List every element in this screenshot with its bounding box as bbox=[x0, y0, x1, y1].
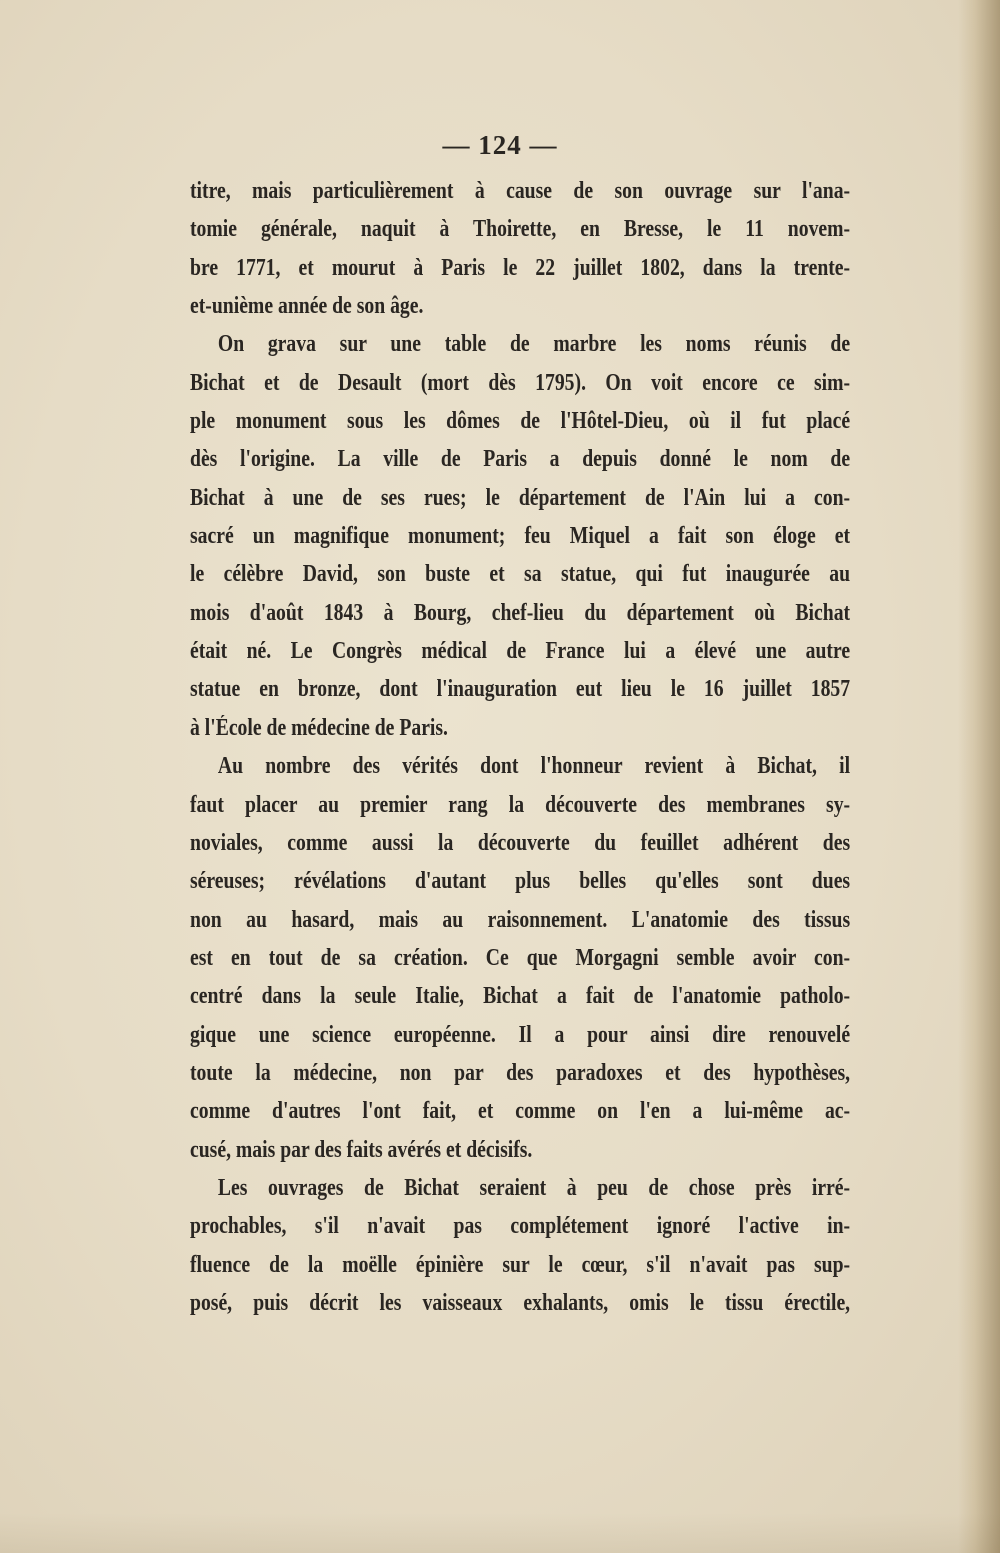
text-line: gique une science européenne. Il a pour ainsi dire renouvelé bbox=[190, 1021, 851, 1048]
text-line: toute la médecine, non par des paradoxes et des hypothèses, bbox=[190, 1059, 851, 1086]
text-line: à l'École de médecine de Paris. bbox=[190, 714, 448, 741]
text-line: tomie générale, naquit à Thoirette, en Bresse, le 11 novem- bbox=[190, 216, 851, 243]
text-line: statue en bronze, dont l'inauguration eut lieu le 16 juillet 1857 bbox=[190, 676, 851, 703]
text-line: mois d'août 1843 à Bourg, chef-lieu du département où Bichat bbox=[190, 599, 851, 626]
text-line: comme d'autres l'ont fait, et comme on l'en a lui-même ac- bbox=[190, 1098, 851, 1125]
text-line: Bichat à une de ses rues; le département de l'Ain lui a con- bbox=[190, 484, 851, 511]
text-line: centré dans la seule Italie, Bichat a fait de l'anatomie patholo- bbox=[190, 983, 851, 1010]
text-line: dès l'origine. La ville de Paris a depuis donné le nom de bbox=[190, 446, 851, 473]
text-line: On grava sur une table de marbre les noms réunis de bbox=[217, 331, 851, 358]
page-bottom-shade bbox=[0, 1513, 1000, 1553]
text-line: noviales, comme aussi la découverte du feuillet adhérent des bbox=[190, 829, 851, 856]
text-line: faut placer au premier rang la découverte des membranes sy- bbox=[190, 791, 851, 818]
text-line: Au nombre des vérités dont l'honneur revient à Bichat, il bbox=[217, 753, 851, 780]
text-line: posé, puis décrit les vaisseaux exhalants, omis le tissu érectile, bbox=[190, 1289, 851, 1316]
text-line: Bichat et de Desault (mort dès 1795). On voit encore ce sim- bbox=[190, 369, 851, 396]
text-line: séreuses; révélations d'autant plus belles qu'elles sont dues bbox=[190, 868, 851, 895]
text-line: le célèbre David, son buste et sa statue, qui fut inaugurée au bbox=[190, 561, 851, 588]
text-line: Les ouvrages de Bichat seraient à peu de chose près irré- bbox=[217, 1174, 851, 1201]
text-line: non au hasard, mais au raisonnement. L'anatomie des tissus bbox=[190, 906, 851, 933]
text-line: titre, mais particulièrement à cause de son ouvrage sur l'ana- bbox=[190, 178, 851, 204]
text-line: était né. Le Congrès médical de France lui a élevé une autre bbox=[190, 638, 851, 665]
text-line: prochables, s'il n'avait pas complétement ignoré l'active in- bbox=[190, 1213, 851, 1240]
text-line: est en tout de sa création. Ce que Morgagni semble avoir con- bbox=[190, 944, 851, 971]
body-text bbox=[190, 172, 850, 1322]
text-line: fluence de la moëlle épinière sur le cœur, s'il n'avait pas sup- bbox=[190, 1251, 851, 1278]
text-line: et-unième année de son âge. bbox=[190, 293, 424, 320]
page-edge-shadow bbox=[958, 0, 1000, 1553]
text-line: sacré un magnifique monument; feu Miquel a fait son éloge et bbox=[190, 523, 851, 550]
text-line: cusé, mais par des faits avérés et décisifs. bbox=[190, 1136, 533, 1163]
text-line: bre 1771, et mourut à Paris le 22 juillet 1802, dans la trente- bbox=[190, 254, 851, 281]
page-number: — 124 — bbox=[442, 130, 558, 160]
text-line: ple monument sous les dômes de l'Hôtel-Dieu, où il fut placé bbox=[190, 408, 851, 435]
